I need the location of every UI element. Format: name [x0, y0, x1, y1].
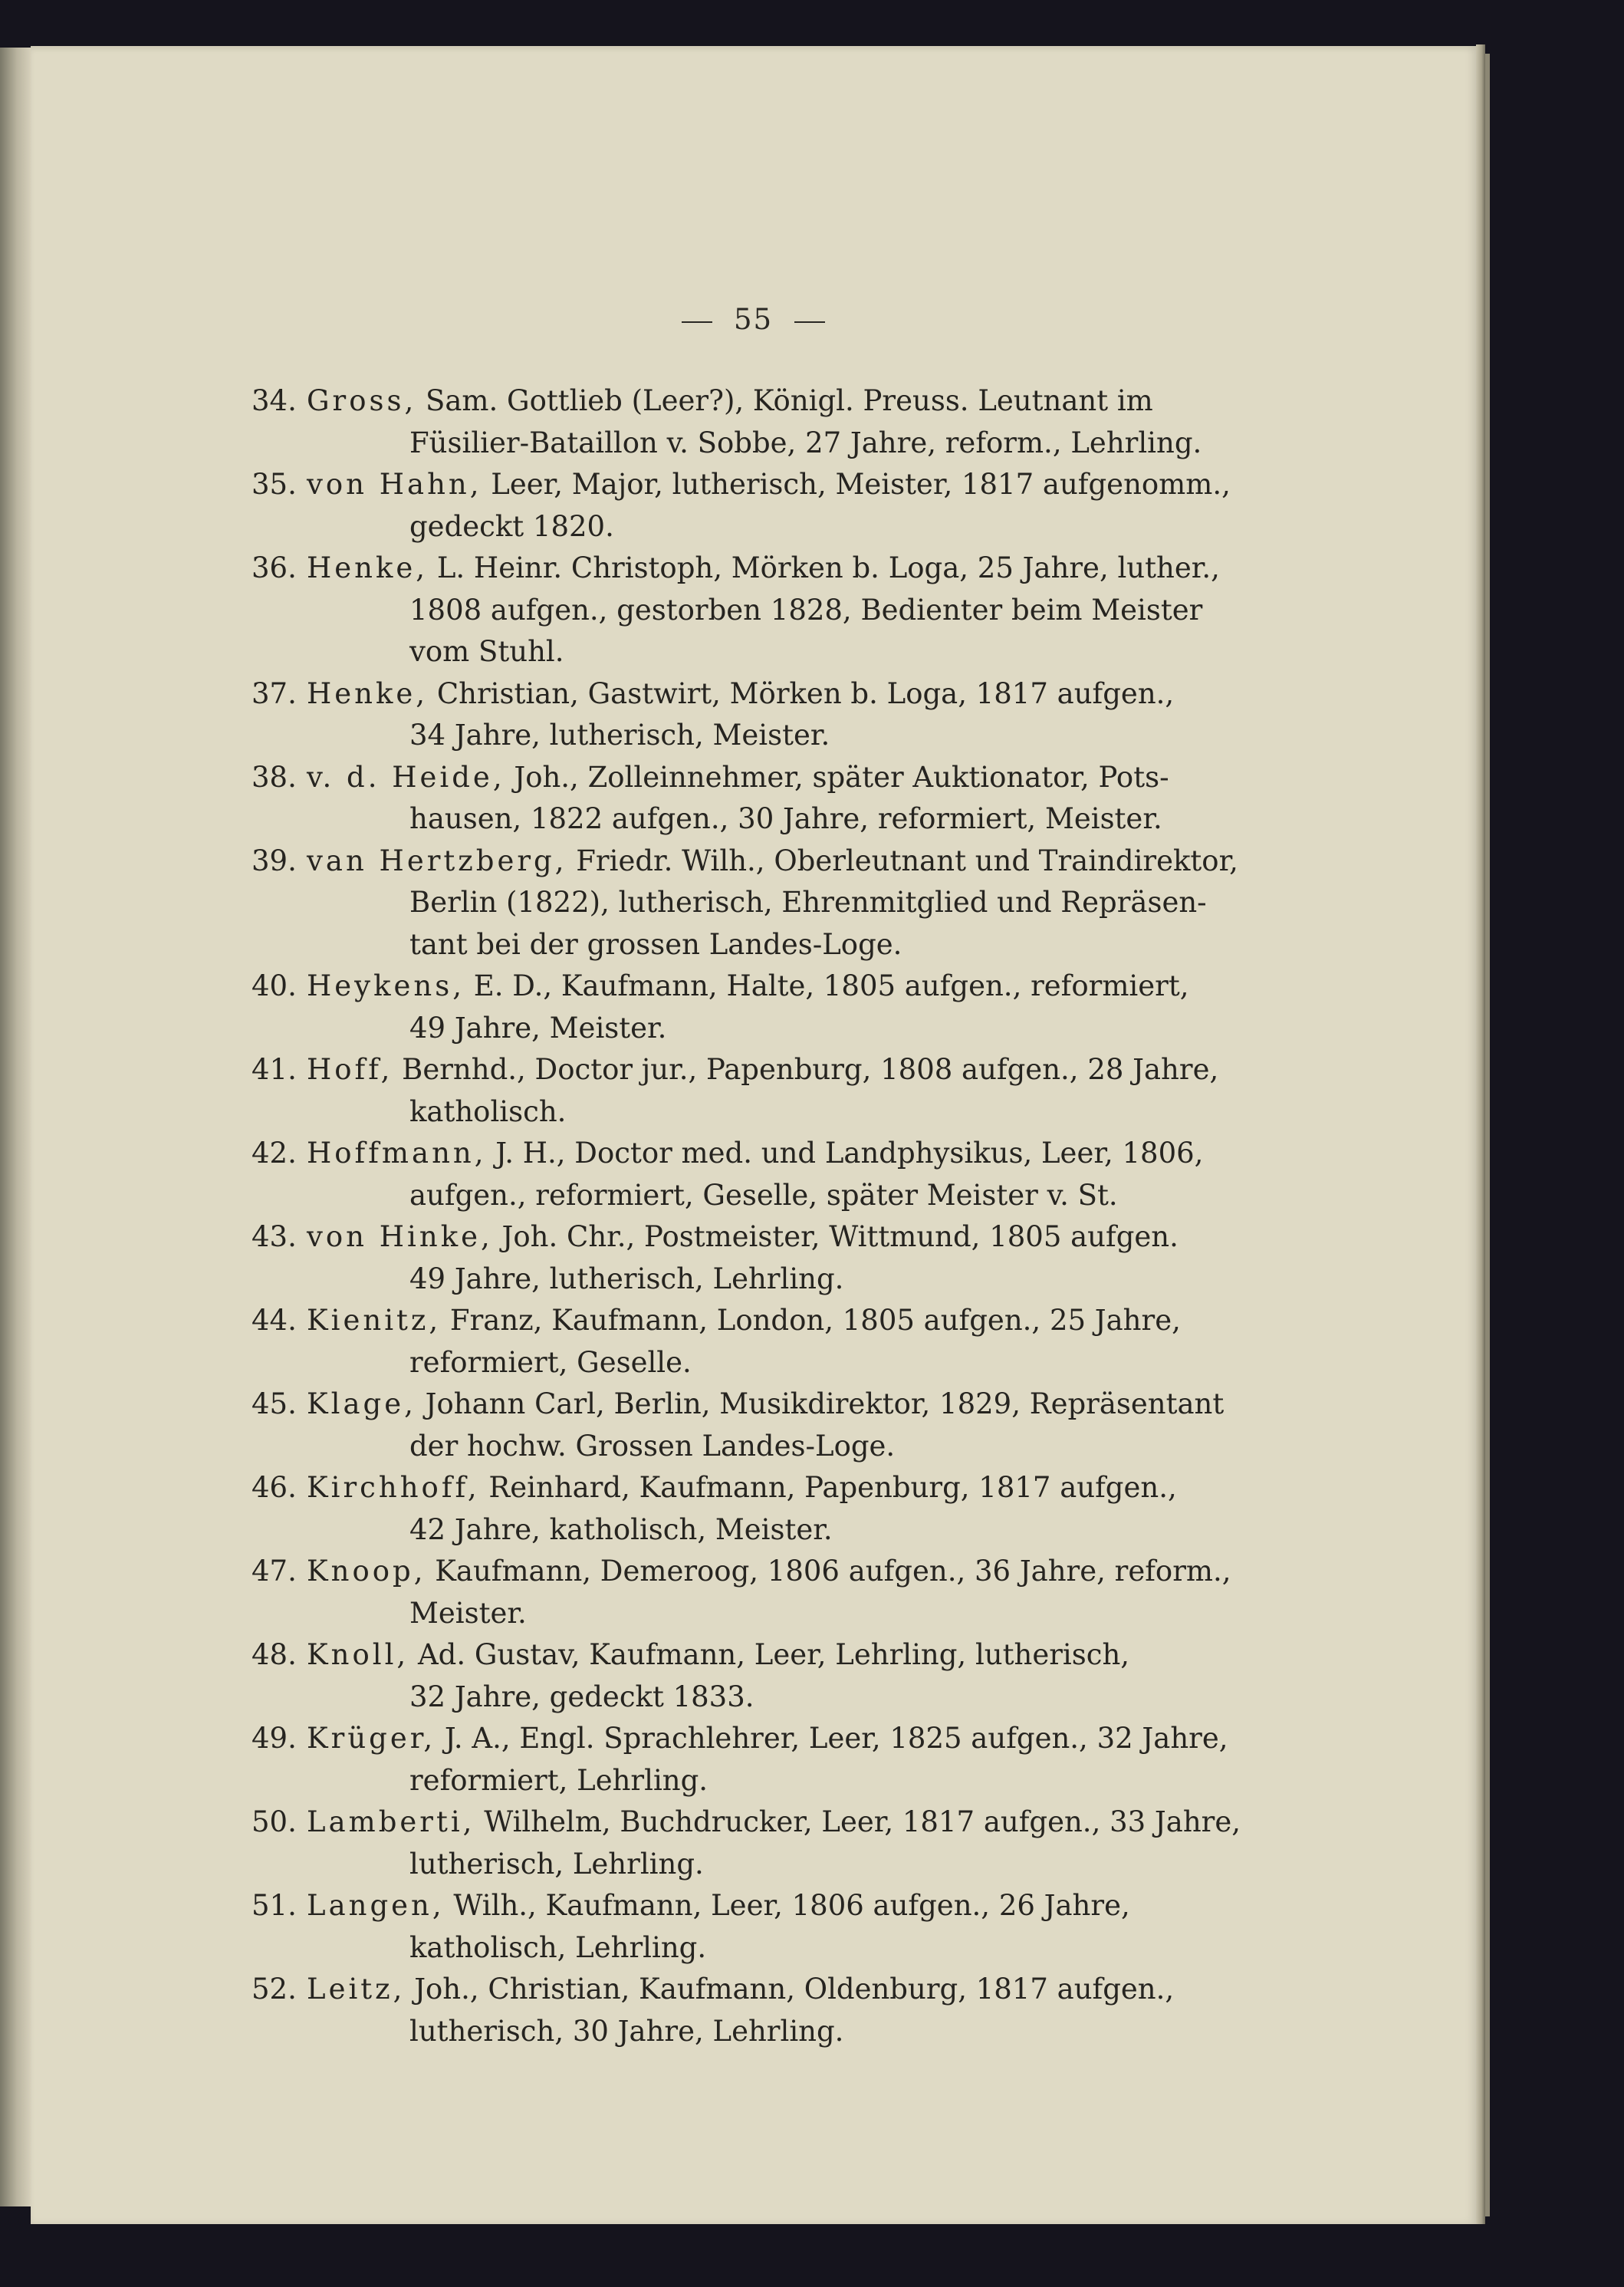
entry-number: 43. — [251, 1220, 297, 1253]
entry-continuation: aufgen., reformiert, Geselle, später Meister v. St. — [409, 1178, 1118, 1212]
entry-number: 37. — [251, 676, 297, 710]
entry-number: 44. — [251, 1304, 297, 1337]
entry-name: van Hertzberg, — [307, 844, 567, 877]
book-page — [31, 46, 1476, 2224]
entry-continuation: hausen, 1822 aufgen., 30 Jahre, reformiert, Meister. — [409, 802, 1162, 835]
entry-first-line — [307, 966, 1476, 1008]
list-entry — [31, 380, 1476, 464]
list-entry — [31, 1133, 1476, 1216]
entry-first-line — [307, 841, 1476, 883]
entry-text: Ad. Gustav, Kaufmann, Leer, Lehrling, lutherisch, — [409, 1638, 1130, 1671]
entry-number: 35. — [251, 468, 297, 501]
list-entry — [31, 757, 1476, 841]
entry-first-line — [307, 673, 1476, 716]
entry-text: Kaufmann, Demeroog, 1806 aufgen., 36 Jahre, reform., — [426, 1555, 1231, 1588]
entry-continuation: reformiert, Geselle. — [409, 1345, 692, 1379]
entry-first-line — [307, 1133, 1476, 1175]
entry-name: Hoff, — [307, 1053, 393, 1086]
entry-number: 34. — [251, 384, 297, 417]
entry-text: Bernhd., Doctor jur., Papenburg, 1808 aufgen., 28 Jahre, — [393, 1053, 1219, 1086]
page-stack-shadow — [1485, 54, 1490, 2216]
list-entry — [31, 1885, 1476, 1969]
entry-first-line — [307, 380, 1476, 423]
entry-first-line — [307, 1384, 1476, 1426]
entry-number: 48. — [251, 1638, 297, 1671]
list-entry — [31, 1216, 1476, 1300]
entry-first-line — [307, 1551, 1476, 1593]
entry-name: Knoll, — [307, 1638, 409, 1671]
entry-name: Kirchhoff, — [307, 1471, 480, 1504]
list-entry — [31, 464, 1476, 548]
entry-continuation: lutherisch, 30 Jahre, Lehrling. — [409, 2014, 844, 2048]
entry-text: J. H., Doctor med. und Landphysikus, Leer, 1806, — [486, 1137, 1204, 1170]
entry-text: Christian, Gastwirt, Mörken b. Loga, 1817 aufgen., — [428, 676, 1175, 710]
entry-continuation: 32 Jahre, gedeckt 1833. — [409, 1680, 754, 1713]
entry-first-line — [307, 1300, 1476, 1342]
entry-continuation: katholisch, Lehrling. — [409, 1930, 707, 1964]
entry-number: 38. — [251, 760, 297, 794]
entry-number: 42. — [251, 1137, 297, 1170]
entry-name: Krüger, — [307, 1722, 436, 1755]
list-entry — [31, 1634, 1476, 1718]
list-entry — [31, 1551, 1476, 1634]
entry-first-line — [307, 464, 1476, 506]
entry-continuation: reformiert, Lehrling. — [409, 1763, 708, 1797]
left-page-edge — [0, 48, 31, 2206]
entry-continuation: tant bei der grossen Landes-Loge. — [409, 927, 902, 961]
page-stack-edge — [1476, 44, 1485, 2224]
entry-number: 47. — [251, 1555, 297, 1588]
entry-continuation: 42 Jahre, katholisch, Meister. — [409, 1512, 833, 1546]
list-entry — [31, 1467, 1476, 1551]
list-entry — [31, 1300, 1476, 1384]
entry-text: Leer, Major, lutherisch, Meister, 1817 aufgenomm., — [482, 468, 1231, 501]
entry-text: E. D., Kaufmann, Halte, 1805 aufgen., reformiert, — [464, 969, 1189, 1002]
entry-name: Knoop, — [307, 1555, 426, 1588]
list-entry — [31, 1718, 1476, 1802]
list-entry — [31, 1049, 1476, 1133]
entry-continuation: 1808 aufgen., gestorben 1828, Bedienter beim Meister — [409, 593, 1203, 627]
entry-continuation: lutherisch, Lehrling. — [409, 1847, 704, 1881]
entry-number: 51. — [251, 1889, 297, 1922]
entry-first-line — [307, 1802, 1476, 1844]
entry-name: Gross, — [307, 384, 417, 417]
list-entry — [31, 1802, 1476, 1885]
entry-text: Joh., Zolleinnehmer, später Auktionator, Pots- — [505, 760, 1169, 794]
list-entry — [31, 1384, 1476, 1467]
entry-name: Klage, — [307, 1387, 416, 1420]
entry-first-line — [307, 1216, 1476, 1259]
entry-name: Leitz, — [307, 1973, 406, 2006]
entry-name: Hoffmann, — [307, 1137, 487, 1170]
dash-right — [794, 321, 825, 323]
entry-text: Franz, Kaufmann, London, 1805 aufgen., 25 Jahre, — [441, 1304, 1181, 1337]
entry-name: Langen, — [307, 1889, 445, 1922]
entry-number: 41. — [251, 1053, 297, 1086]
entry-name: Henke, — [307, 551, 429, 584]
entry-continuation: 49 Jahre, lutherisch, Lehrling. — [409, 1262, 844, 1295]
entry-name: von Hinke, — [307, 1220, 493, 1253]
entry-continuation: Füsilier-Bataillon v. Sobbe, 27 Jahre, reform., Lehrling. — [409, 426, 1202, 459]
entry-number: 40. — [251, 969, 297, 1002]
entry-number: 36. — [251, 551, 297, 584]
entry-number: 50. — [251, 1805, 297, 1838]
entry-text: Wilhelm, Buchdrucker, Leer, 1817 aufgen., 33 Jahre, — [475, 1805, 1241, 1838]
entry-text: Sam. Gottlieb (Leer?), Königl. Preuss. Leutnant im — [416, 384, 1153, 417]
entry-number: 45. — [251, 1387, 297, 1420]
entry-text: Joh., Christian, Kaufmann, Oldenburg, 1817 aufgen., — [405, 1973, 1175, 2006]
entry-name: v. d. Heide, — [307, 760, 505, 794]
entry-continuation: vom Stuhl. — [409, 635, 564, 668]
dash-left — [682, 321, 712, 323]
entry-name: Heykens, — [307, 969, 465, 1002]
entry-continuation: gedeckt 1820. — [409, 509, 614, 543]
list-entry — [31, 1969, 1476, 2052]
entry-text: Friedr. Wilh., Oberleutnant und Traindirektor, — [567, 844, 1238, 877]
entry-text: L. Heinr. Christoph, Mörken b. Loga, 25 Jahre, luther., — [428, 551, 1220, 584]
entry-continuation: 49 Jahre, Meister. — [409, 1011, 667, 1045]
entry-number: 46. — [251, 1471, 297, 1504]
entry-first-line — [307, 1885, 1476, 1927]
entry-first-line — [307, 757, 1476, 799]
entry-first-line — [307, 1467, 1476, 1509]
entry-text: J. A., Engl. Sprachlehrer, Leer, 1825 aufgen., 32 Jahre, — [436, 1722, 1228, 1755]
list-entry — [31, 673, 1476, 757]
entry-number: 49. — [251, 1722, 297, 1755]
entry-number: 39. — [251, 844, 297, 877]
entry-first-line — [307, 1969, 1476, 2011]
entry-first-line — [307, 1049, 1476, 1091]
list-entry — [31, 548, 1476, 673]
entry-first-line — [307, 1718, 1476, 1760]
entry-name: Kienitz, — [307, 1304, 442, 1337]
entry-first-line — [307, 1634, 1476, 1677]
entry-name: Henke, — [307, 676, 429, 710]
entry-continuation: der hochw. Grossen Landes-Loge. — [409, 1429, 896, 1463]
page-number-text: 55 — [733, 303, 774, 336]
entry-first-line — [307, 548, 1476, 590]
page-number — [31, 303, 1476, 336]
list-entry — [31, 966, 1476, 1049]
entry-text: Johann Carl, Berlin, Musikdirektor, 1829, Repräsentant — [416, 1387, 1225, 1420]
entry-text: Wilh., Kaufmann, Leer, 1806 aufgen., 26 Jahre, — [444, 1889, 1130, 1922]
entry-continuation: 34 Jahre, lutherisch, Meister. — [409, 719, 830, 752]
entry-number: 52. — [251, 1973, 297, 2006]
entry-text: Reinhard, Kaufmann, Papenburg, 1817 aufgen., — [479, 1471, 1177, 1504]
entry-continuation: Meister. — [409, 1596, 527, 1630]
list-entry — [31, 841, 1476, 966]
entry-name: Lamberti, — [307, 1805, 475, 1838]
member-list — [31, 380, 1476, 2052]
entry-continuation: katholisch. — [409, 1094, 567, 1128]
entry-continuation: Berlin (1822), lutherisch, Ehrenmitglied und Repräsen- — [409, 886, 1207, 919]
entry-text: Joh. Chr., Postmeister, Wittmund, 1805 aufgen. — [492, 1220, 1179, 1253]
entry-name: von Hahn, — [307, 468, 482, 501]
